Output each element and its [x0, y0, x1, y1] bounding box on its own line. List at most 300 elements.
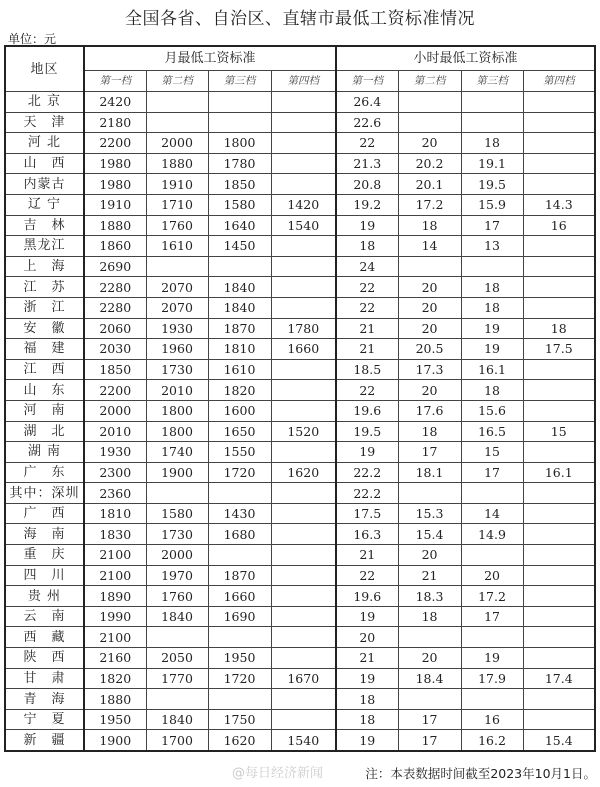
monthly-wage-cell: 1840 — [146, 709, 208, 730]
table-row — [5, 606, 595, 627]
hourly-wage-cell — [523, 277, 595, 298]
monthly-wage-cell — [271, 133, 336, 154]
monthly-wage-cell: 1870 — [208, 318, 271, 339]
hourly-wage-cell: 17.4 — [523, 668, 595, 689]
monthly-wage-cell: 1880 — [84, 215, 146, 236]
monthly-wage-cell — [271, 174, 336, 195]
region-cell: 海 南 — [5, 524, 84, 545]
monthly-wage-cell: 1730 — [146, 524, 208, 545]
monthly-wage-cell: 1730 — [146, 359, 208, 380]
page-title: 全国各省、自治区、直辖市最低工资标准情况 — [125, 9, 475, 29]
hourly-wage-cell: 21 — [398, 565, 461, 586]
hourly-wage-cell: 20 — [398, 380, 461, 401]
monthly-wage-cell: 1760 — [146, 586, 208, 607]
hourly-wage-cell: 17 — [461, 462, 523, 483]
region-cell: 上 海 — [5, 256, 84, 277]
monthly-wage-cell — [271, 92, 336, 113]
monthly-wage-cell — [146, 689, 208, 710]
monthly-wage-cell — [271, 277, 336, 298]
monthly-wage-cell: 1910 — [146, 174, 208, 195]
hourly-wage-cell: 16 — [523, 215, 595, 236]
hourly-wage-cell: 16 — [461, 709, 523, 730]
hourly-wage-cell — [398, 689, 461, 710]
monthly-wage-cell — [208, 92, 271, 113]
region-cell: 河 北 — [5, 133, 84, 154]
hourly-wage-cell: 17 — [461, 215, 523, 236]
hourly-wage-cell: 20 — [398, 297, 461, 318]
monthly-tier-header: 第四档 — [271, 71, 336, 92]
hourly-wage-cell: 18.1 — [398, 462, 461, 483]
monthly-wage-cell: 2420 — [84, 92, 146, 113]
monthly-wage-cell: 1580 — [208, 194, 271, 215]
hourly-wage-cell: 15.6 — [461, 400, 523, 421]
hourly-wage-cell: 21 — [336, 339, 398, 360]
monthly-wage-cell: 2280 — [84, 277, 146, 298]
monthly-wage-cell — [146, 483, 208, 504]
monthly-wage-cell: 1660 — [208, 586, 271, 607]
hourly-tier-header: 第四档 — [523, 71, 595, 92]
hourly-wage-cell: 17 — [461, 606, 523, 627]
hourly-wage-cell: 20 — [398, 545, 461, 566]
monthly-wage-cell: 1810 — [208, 339, 271, 360]
hourly-wage-cell: 18 — [398, 606, 461, 627]
hourly-wage-cell — [523, 648, 595, 669]
hourly-wage-cell — [523, 133, 595, 154]
hourly-wage-cell: 18.3 — [398, 586, 461, 607]
unit-label: 单位：元 — [8, 32, 57, 46]
table-row — [5, 400, 595, 421]
hourly-wage-cell: 17.2 — [398, 194, 461, 215]
hourly-wage-cell: 26.4 — [336, 92, 398, 113]
hourly-wage-cell: 18 — [336, 689, 398, 710]
monthly-wage-cell: 1830 — [84, 524, 146, 545]
hourly-wage-cell: 18 — [398, 215, 461, 236]
hourly-tier-header: 第三档 — [461, 71, 523, 92]
hourly-wage-cell: 18 — [461, 380, 523, 401]
hourly-wage-cell — [523, 112, 595, 133]
hourly-header: 小时最低工资标准 — [336, 46, 595, 71]
hourly-wage-cell: 20 — [336, 627, 398, 648]
monthly-header: 月最低工资标准 — [84, 46, 336, 71]
monthly-wage-cell: 1760 — [146, 215, 208, 236]
monthly-wage-cell — [271, 524, 336, 545]
hourly-wage-cell — [523, 359, 595, 380]
hourly-wage-cell — [523, 256, 595, 277]
table-row — [5, 215, 595, 236]
monthly-wage-cell — [208, 256, 271, 277]
monthly-wage-cell: 1670 — [271, 668, 336, 689]
table-row — [5, 627, 595, 648]
monthly-wage-cell: 1720 — [208, 462, 271, 483]
monthly-wage-cell: 1620 — [271, 462, 336, 483]
hourly-wage-cell: 18.4 — [398, 668, 461, 689]
region-cell: 天 津 — [5, 112, 84, 133]
monthly-wage-cell: 1650 — [208, 421, 271, 442]
hourly-wage-cell: 17.3 — [398, 359, 461, 380]
region-cell: 北 京 — [5, 92, 84, 113]
table-row — [5, 709, 595, 730]
hourly-wage-cell: 17 — [398, 709, 461, 730]
hourly-wage-cell: 17 — [398, 730, 461, 751]
monthly-wage-cell — [271, 689, 336, 710]
hourly-wage-cell — [523, 236, 595, 257]
table-row — [5, 318, 595, 339]
monthly-wage-cell: 1820 — [208, 380, 271, 401]
hourly-wage-cell: 21 — [336, 318, 398, 339]
monthly-wage-cell: 1870 — [208, 565, 271, 586]
hourly-wage-cell — [523, 689, 595, 710]
monthly-wage-cell — [208, 689, 271, 710]
monthly-wage-cell — [208, 627, 271, 648]
monthly-wage-cell: 1610 — [146, 236, 208, 257]
region-cell: 陕 西 — [5, 648, 84, 669]
monthly-wage-cell: 1980 — [84, 174, 146, 195]
hourly-wage-cell: 15 — [461, 442, 523, 463]
hourly-wage-cell: 19.5 — [461, 174, 523, 195]
hourly-wage-cell: 20 — [398, 318, 461, 339]
table-row — [5, 133, 595, 154]
monthly-wage-cell: 1820 — [84, 668, 146, 689]
hourly-wage-cell — [523, 380, 595, 401]
monthly-wage-cell: 2070 — [146, 277, 208, 298]
monthly-wage-cell — [146, 112, 208, 133]
monthly-wage-cell — [271, 545, 336, 566]
hourly-wage-cell: 19 — [336, 668, 398, 689]
hourly-wage-cell: 15 — [523, 421, 595, 442]
table-body — [5, 92, 595, 752]
hourly-wage-cell: 15.9 — [461, 194, 523, 215]
monthly-wage-cell: 2100 — [84, 627, 146, 648]
monthly-wage-cell: 1880 — [84, 689, 146, 710]
hourly-wage-cell: 22 — [336, 380, 398, 401]
hourly-wage-cell: 14 — [461, 503, 523, 524]
hourly-wage-cell: 16.2 — [461, 730, 523, 751]
hourly-wage-cell — [523, 503, 595, 524]
hourly-wage-cell: 22.2 — [336, 462, 398, 483]
monthly-wage-cell: 2160 — [84, 648, 146, 669]
monthly-wage-cell: 1700 — [146, 730, 208, 751]
monthly-wage-cell: 1540 — [271, 215, 336, 236]
monthly-wage-cell — [271, 359, 336, 380]
table-row — [5, 730, 595, 751]
monthly-wage-cell: 1990 — [84, 606, 146, 627]
hourly-wage-cell: 17.2 — [461, 586, 523, 607]
hourly-tier-header: 第一档 — [336, 71, 398, 92]
monthly-tier-header: 第一档 — [84, 71, 146, 92]
monthly-wage-cell: 2000 — [146, 545, 208, 566]
table-row — [5, 565, 595, 586]
hourly-wage-cell: 22 — [336, 277, 398, 298]
hourly-tier-header: 第二档 — [398, 71, 461, 92]
monthly-wage-cell — [271, 236, 336, 257]
monthly-wage-cell: 2010 — [84, 421, 146, 442]
monthly-wage-cell: 2300 — [84, 462, 146, 483]
hourly-wage-cell: 24 — [336, 256, 398, 277]
table-row — [5, 359, 595, 380]
hourly-wage-cell — [398, 112, 461, 133]
region-cell: 辽 宁 — [5, 194, 84, 215]
monthly-wage-cell: 1890 — [84, 586, 146, 607]
monthly-wage-cell: 1840 — [208, 277, 271, 298]
hourly-wage-cell: 19 — [461, 648, 523, 669]
monthly-wage-cell: 1850 — [208, 174, 271, 195]
region-cell: 山 东 — [5, 380, 84, 401]
monthly-wage-cell: 1950 — [208, 648, 271, 669]
monthly-wage-cell — [146, 256, 208, 277]
table-row — [5, 442, 595, 463]
hourly-wage-cell: 14.9 — [461, 524, 523, 545]
monthly-wage-cell: 2060 — [84, 318, 146, 339]
hourly-wage-cell — [523, 297, 595, 318]
monthly-wage-cell: 1850 — [84, 359, 146, 380]
monthly-wage-cell: 1580 — [146, 503, 208, 524]
table-row — [5, 277, 595, 298]
region-cell: 福 建 — [5, 339, 84, 360]
hourly-wage-cell: 19 — [336, 730, 398, 751]
monthly-wage-cell: 2030 — [84, 339, 146, 360]
region-cell: 江 西 — [5, 359, 84, 380]
hourly-wage-cell — [523, 442, 595, 463]
hourly-wage-cell: 15.3 — [398, 503, 461, 524]
hourly-wage-cell — [461, 92, 523, 113]
hourly-wage-cell: 14 — [398, 236, 461, 257]
region-cell: 湖 南 — [5, 442, 84, 463]
hourly-wage-cell: 20 — [398, 648, 461, 669]
monthly-wage-cell — [271, 627, 336, 648]
hourly-wage-cell: 21.3 — [336, 153, 398, 174]
monthly-tier-header: 第二档 — [146, 71, 208, 92]
hourly-wage-cell: 20.8 — [336, 174, 398, 195]
hourly-wage-cell: 22 — [336, 565, 398, 586]
table-row — [5, 339, 595, 360]
hourly-wage-cell: 19.6 — [336, 586, 398, 607]
monthly-wage-cell — [208, 483, 271, 504]
hourly-wage-cell: 17.6 — [398, 400, 461, 421]
hourly-wage-cell: 20 — [398, 277, 461, 298]
table-row — [5, 380, 595, 401]
region-cell: 宁 夏 — [5, 709, 84, 730]
monthly-wage-cell — [271, 483, 336, 504]
monthly-wage-cell — [271, 648, 336, 669]
hourly-wage-cell: 22 — [336, 133, 398, 154]
monthly-wage-cell: 1660 — [271, 339, 336, 360]
hourly-wage-cell: 19 — [336, 442, 398, 463]
monthly-wage-cell: 2000 — [146, 133, 208, 154]
hourly-wage-cell: 20 — [398, 133, 461, 154]
monthly-wage-cell: 2050 — [146, 648, 208, 669]
hourly-wage-cell: 17 — [398, 442, 461, 463]
hourly-wage-cell — [523, 174, 595, 195]
hourly-wage-cell — [461, 483, 523, 504]
monthly-tier-header: 第三档 — [208, 71, 271, 92]
hourly-wage-cell — [398, 483, 461, 504]
hourly-wage-cell: 17.5 — [336, 503, 398, 524]
table-row — [5, 462, 595, 483]
hourly-wage-cell: 20 — [461, 565, 523, 586]
monthly-wage-cell: 2000 — [84, 400, 146, 421]
monthly-wage-cell: 1880 — [146, 153, 208, 174]
monthly-wage-cell — [271, 442, 336, 463]
monthly-wage-cell: 1930 — [146, 318, 208, 339]
monthly-wage-cell: 2280 — [84, 297, 146, 318]
table-row — [5, 689, 595, 710]
hourly-wage-cell — [523, 627, 595, 648]
hourly-wage-cell: 15.4 — [398, 524, 461, 545]
monthly-wage-cell: 2200 — [84, 133, 146, 154]
region-cell: 黑龙江 — [5, 236, 84, 257]
monthly-wage-cell: 1600 — [208, 400, 271, 421]
monthly-wage-cell — [146, 627, 208, 648]
hourly-wage-cell — [523, 92, 595, 113]
monthly-wage-cell — [271, 606, 336, 627]
monthly-wage-cell: 1840 — [208, 297, 271, 318]
hourly-wage-cell: 18 — [523, 318, 595, 339]
monthly-wage-cell — [271, 565, 336, 586]
monthly-wage-cell: 1800 — [208, 133, 271, 154]
monthly-wage-cell: 1810 — [84, 503, 146, 524]
hourly-wage-cell: 17.9 — [461, 668, 523, 689]
monthly-wage-cell: 1980 — [84, 153, 146, 174]
hourly-wage-cell: 19 — [461, 318, 523, 339]
hourly-wage-cell: 21 — [336, 648, 398, 669]
monthly-wage-cell: 1840 — [146, 606, 208, 627]
monthly-wage-cell — [271, 709, 336, 730]
hourly-wage-cell: 19 — [336, 606, 398, 627]
table-row — [5, 545, 595, 566]
region-cell: 河 南 — [5, 400, 84, 421]
region-header: 地区 — [5, 46, 84, 92]
hourly-wage-cell — [523, 400, 595, 421]
hourly-wage-cell — [398, 92, 461, 113]
region-cell: 四 川 — [5, 565, 84, 586]
monthly-wage-cell: 1720 — [208, 668, 271, 689]
monthly-wage-cell: 1900 — [146, 462, 208, 483]
hourly-wage-cell: 18 — [461, 133, 523, 154]
monthly-wage-cell: 1420 — [271, 194, 336, 215]
hourly-wage-cell — [398, 627, 461, 648]
monthly-wage-cell — [271, 297, 336, 318]
region-cell: 山 西 — [5, 153, 84, 174]
hourly-wage-cell: 19.1 — [461, 153, 523, 174]
minimum-wage-table — [4, 45, 596, 752]
table-row — [5, 503, 595, 524]
monthly-wage-cell — [146, 92, 208, 113]
table-row — [5, 153, 595, 174]
hourly-wage-cell — [461, 627, 523, 648]
hourly-wage-cell: 18.5 — [336, 359, 398, 380]
table-row — [5, 112, 595, 133]
monthly-wage-cell — [271, 256, 336, 277]
watermark: @每日经济新闻 — [232, 766, 324, 781]
hourly-wage-cell — [398, 256, 461, 277]
monthly-wage-cell: 1620 — [208, 730, 271, 751]
monthly-wage-cell: 1740 — [146, 442, 208, 463]
hourly-wage-cell — [523, 586, 595, 607]
hourly-wage-cell: 19.6 — [336, 400, 398, 421]
monthly-wage-cell: 1520 — [271, 421, 336, 442]
hourly-wage-cell: 22 — [336, 297, 398, 318]
hourly-wage-cell: 18 — [398, 421, 461, 442]
monthly-wage-cell: 2690 — [84, 256, 146, 277]
monthly-wage-cell: 2070 — [146, 297, 208, 318]
monthly-wage-cell: 1800 — [146, 400, 208, 421]
table-row — [5, 236, 595, 257]
table-row — [5, 256, 595, 277]
hourly-wage-cell: 20.5 — [398, 339, 461, 360]
hourly-wage-cell: 13 — [461, 236, 523, 257]
region-cell: 浙 江 — [5, 297, 84, 318]
hourly-wage-cell: 18 — [336, 709, 398, 730]
region-cell: 新 疆 — [5, 730, 84, 751]
table-row — [5, 483, 595, 504]
monthly-wage-cell — [208, 112, 271, 133]
region-cell: 其中：深圳 — [5, 483, 84, 504]
region-cell: 西 藏 — [5, 627, 84, 648]
monthly-wage-cell: 1680 — [208, 524, 271, 545]
hourly-wage-cell — [523, 545, 595, 566]
monthly-wage-cell: 1780 — [208, 153, 271, 174]
monthly-wage-cell — [271, 380, 336, 401]
region-cell: 安 徽 — [5, 318, 84, 339]
region-cell: 青 海 — [5, 689, 84, 710]
monthly-wage-cell: 1950 — [84, 709, 146, 730]
hourly-wage-cell: 16.3 — [336, 524, 398, 545]
monthly-wage-cell: 1910 — [84, 194, 146, 215]
table-row — [5, 174, 595, 195]
monthly-wage-cell: 1610 — [208, 359, 271, 380]
region-cell: 江 苏 — [5, 277, 84, 298]
monthly-wage-cell: 1970 — [146, 565, 208, 586]
monthly-wage-cell: 2180 — [84, 112, 146, 133]
monthly-wage-cell — [271, 112, 336, 133]
footnote: 注：本表数据时间截至2023年10月1日。 — [365, 766, 596, 781]
hourly-wage-cell — [523, 524, 595, 545]
hourly-wage-cell: 21 — [336, 545, 398, 566]
monthly-wage-cell — [271, 400, 336, 421]
hourly-wage-cell: 16.5 — [461, 421, 523, 442]
hourly-wage-cell: 19 — [461, 339, 523, 360]
hourly-wage-cell: 16.1 — [461, 359, 523, 380]
monthly-wage-cell — [271, 586, 336, 607]
monthly-wage-cell: 1960 — [146, 339, 208, 360]
hourly-wage-cell — [461, 689, 523, 710]
hourly-wage-cell: 18 — [336, 236, 398, 257]
monthly-wage-cell: 1690 — [208, 606, 271, 627]
monthly-wage-cell: 2360 — [84, 483, 146, 504]
region-cell: 甘 肃 — [5, 668, 84, 689]
monthly-wage-cell: 1550 — [208, 442, 271, 463]
monthly-wage-cell — [271, 153, 336, 174]
hourly-wage-cell: 17.5 — [523, 339, 595, 360]
table-row — [5, 194, 595, 215]
monthly-wage-cell — [208, 545, 271, 566]
monthly-wage-cell: 1800 — [146, 421, 208, 442]
region-cell: 云 南 — [5, 606, 84, 627]
monthly-wage-cell — [271, 503, 336, 524]
monthly-wage-cell: 2100 — [84, 545, 146, 566]
table-row — [5, 648, 595, 669]
region-cell: 内蒙古 — [5, 174, 84, 195]
monthly-wage-cell: 2200 — [84, 380, 146, 401]
hourly-wage-cell — [461, 256, 523, 277]
monthly-wage-cell: 1770 — [146, 668, 208, 689]
hourly-wage-cell — [461, 545, 523, 566]
hourly-wage-cell — [523, 565, 595, 586]
monthly-wage-cell: 1430 — [208, 503, 271, 524]
table-row — [5, 297, 595, 318]
hourly-wage-cell: 22.6 — [336, 112, 398, 133]
table-row — [5, 586, 595, 607]
